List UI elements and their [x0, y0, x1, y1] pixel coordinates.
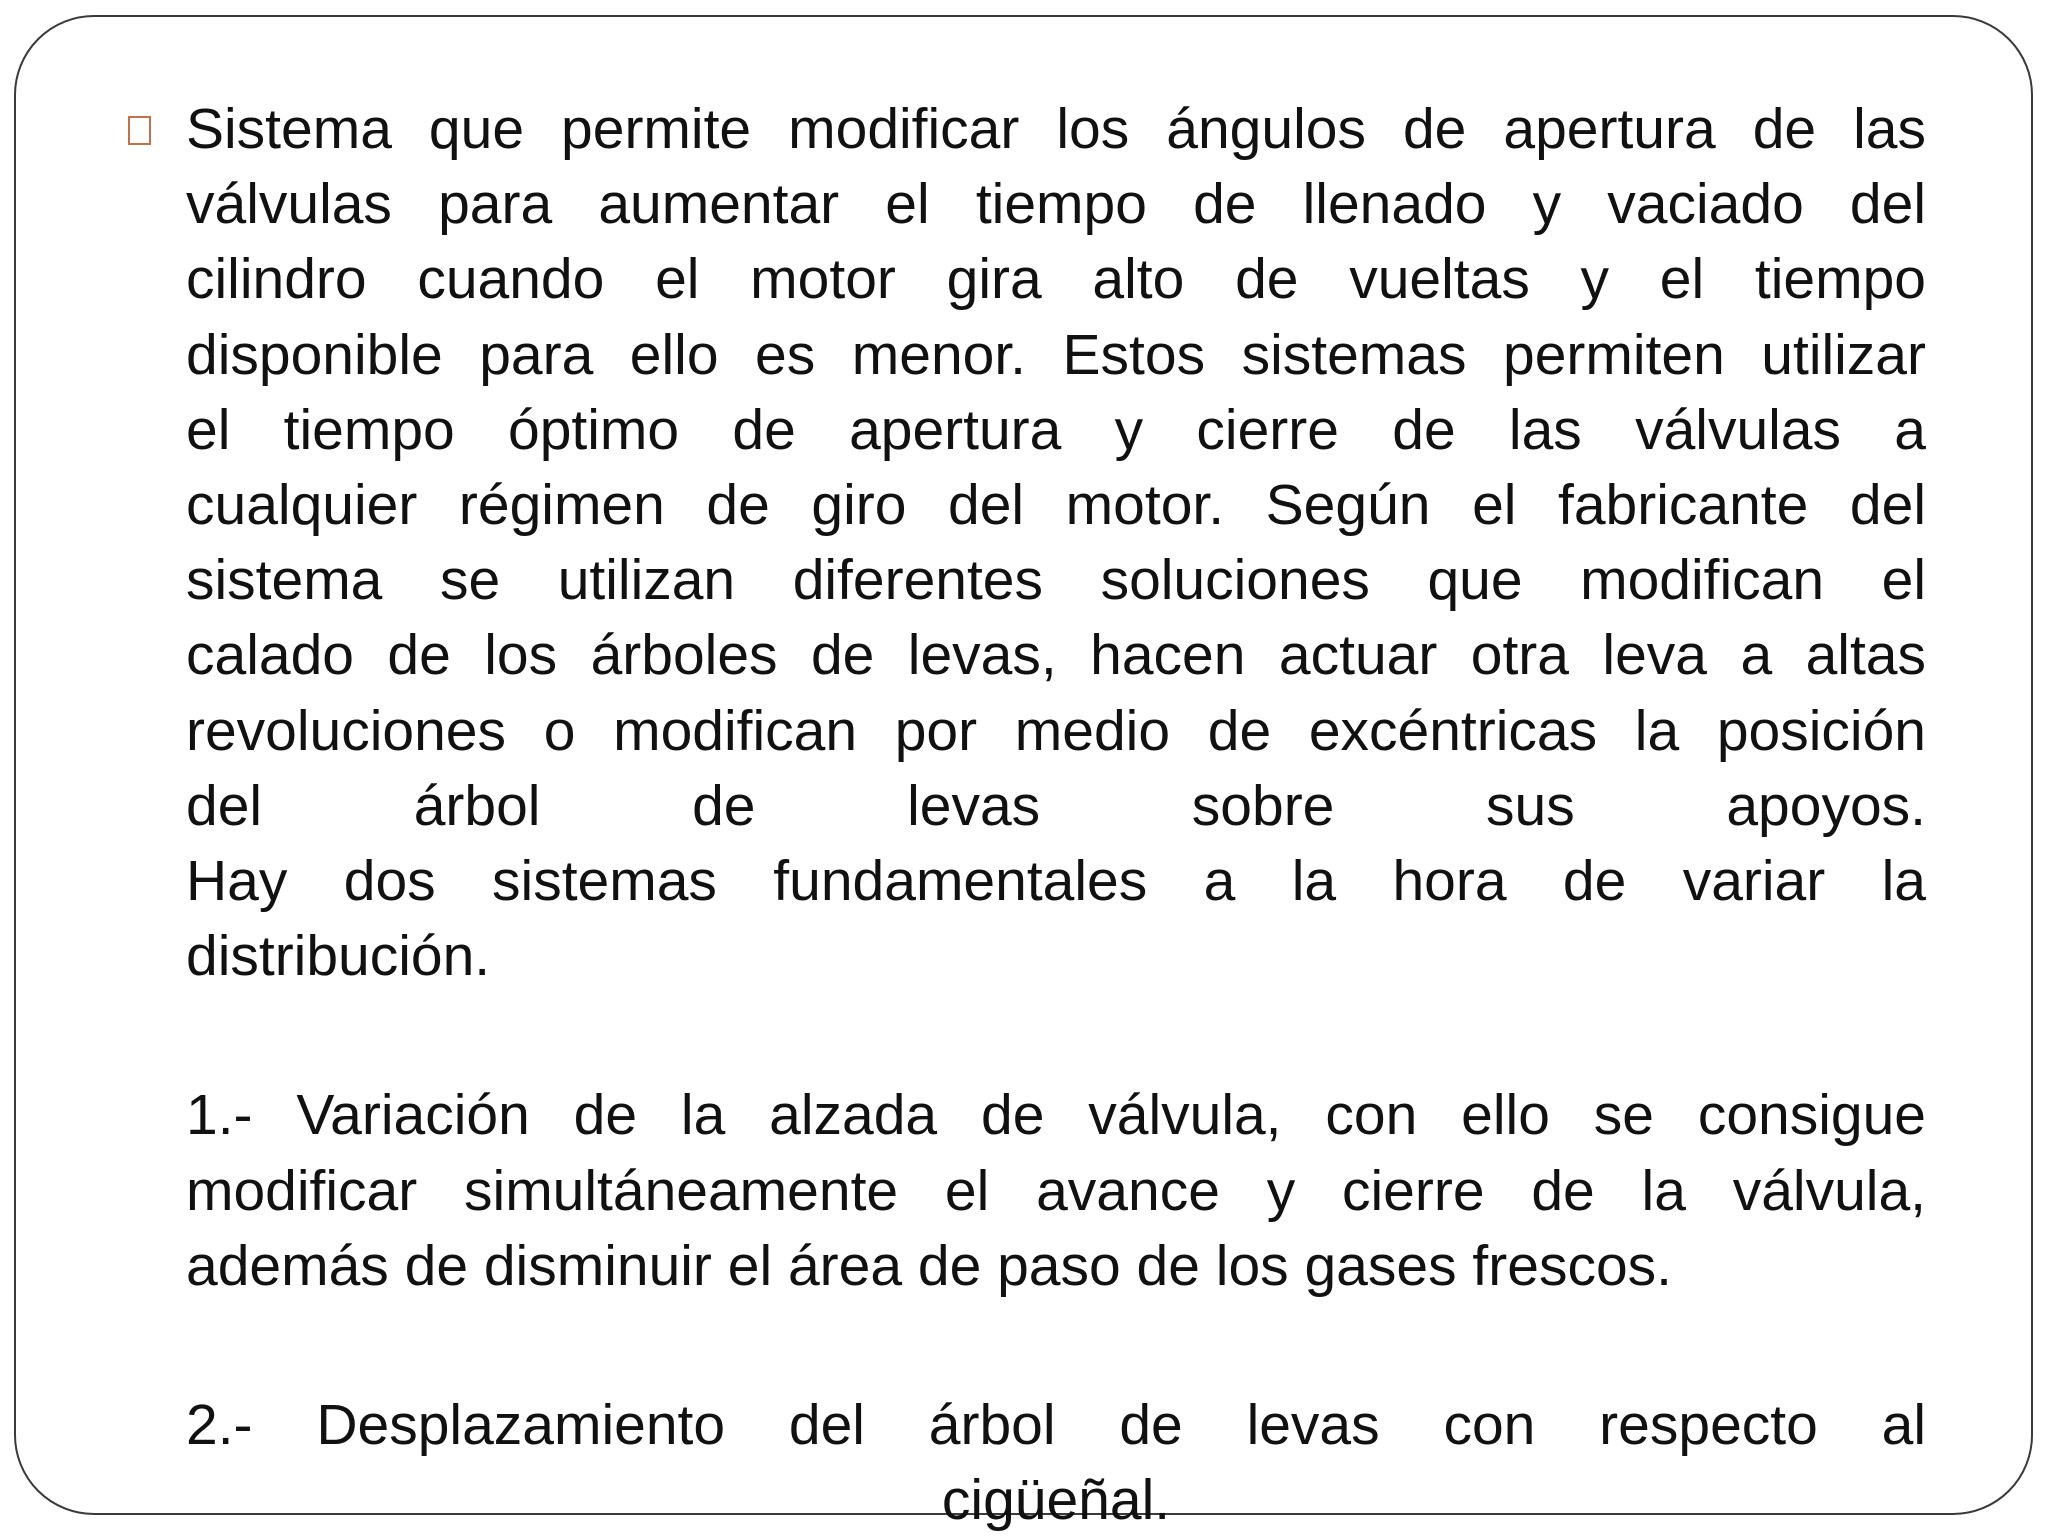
text-line: calado de los árboles de levas, hacen actuar otra leva a altas: [186, 623, 1926, 688]
slide-body: [186, 92, 1926, 1536]
text-line: distribución.: [186, 924, 491, 989]
text-line: Sistema que permite modificar los ángulos de apertura de las: [186, 97, 1926, 161]
text-line: disponible para ello es menor. Estos sistemas permiten utilizar: [186, 322, 1926, 387]
list-item-2: [186, 1388, 1926, 1536]
spacer: [186, 1304, 1926, 1388]
text-line: cualquier régimen de giro del motor. Según el fabricante del: [186, 473, 1926, 538]
text-line: además de disminuir el área de paso de los gases frescos.: [186, 1233, 1672, 1298]
text-line: 2.- Desplazamiento del árbol de levas con respecto al: [186, 1393, 1926, 1458]
square-outline-bullet-icon: [128, 116, 151, 145]
text-line: del árbol de levas sobre sus apoyos.: [186, 773, 1926, 838]
text-line: revoluciones o modifican por medio de excéntricas la posición: [186, 698, 1926, 763]
paragraph-main: [186, 92, 1926, 994]
spacer: [186, 994, 1926, 1078]
text-line: válvulas para aumentar el tiempo de llenado y vaciado del: [186, 172, 1926, 237]
text-line: el tiempo óptimo de apertura y cierre de las válvulas a: [186, 397, 1926, 462]
text-line: sistema se utilizan diferentes soluciones que modifican el: [186, 548, 1926, 613]
text-line: modificar simultáneamente el avance y cierre de la válvula,: [186, 1158, 1926, 1223]
text-line: Hay dos sistemas fundamentales a la hora de variar la: [186, 849, 1926, 914]
text-line: cigüeñal.: [941, 1468, 1171, 1533]
text-line: cilindro cuando el motor gira alto de vueltas y el tiempo: [186, 247, 1926, 312]
text-line: 1.- Variación de la alzada de válvula, con ello se consigue: [186, 1083, 1926, 1148]
list-item-1: [186, 1078, 1926, 1304]
